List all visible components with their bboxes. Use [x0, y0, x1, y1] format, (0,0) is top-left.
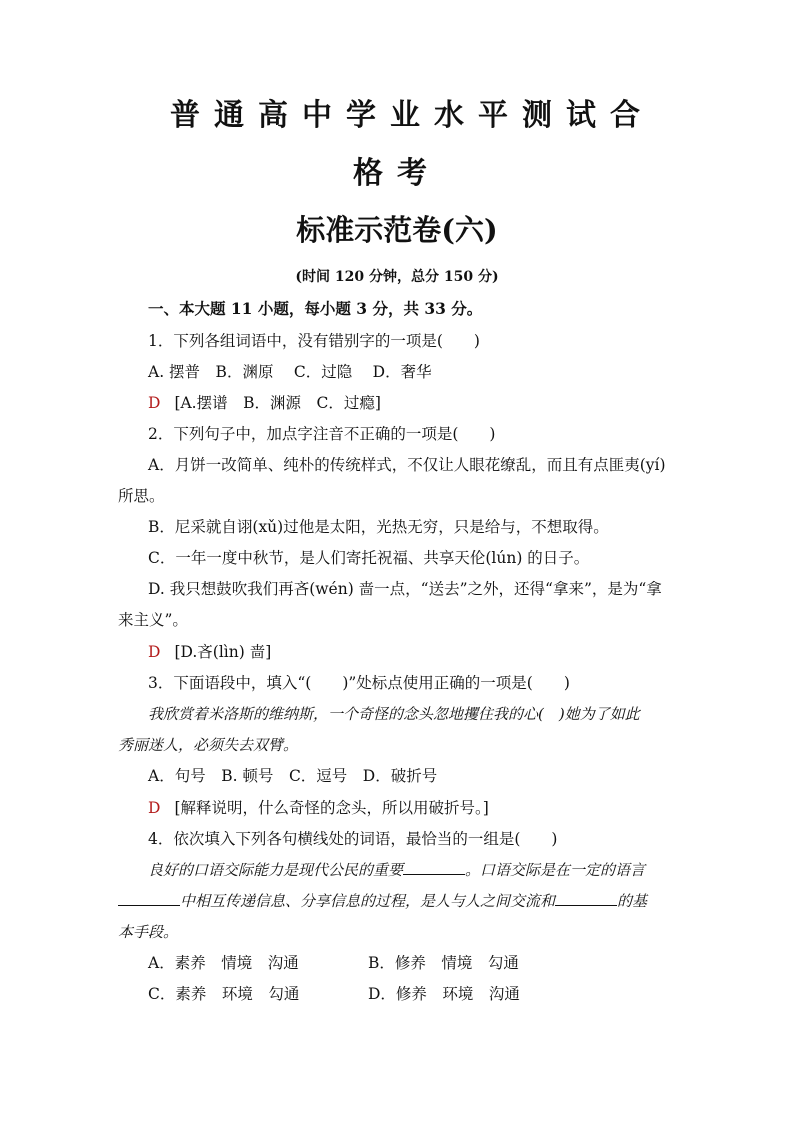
- q2-answer-letter: D: [148, 643, 161, 661]
- q1-answer-text: [A.摆谱 B．渊源 C．过瘾]: [174, 394, 381, 412]
- q3-answer-text: [解释说明，什么奇怪的念头，所以用破折号。]: [174, 799, 489, 817]
- q4-passage-line1-b: 。口语交际是在一定的语言: [465, 861, 646, 879]
- q4-passage-line1: [148, 859, 645, 881]
- q2-option-d-line1: D. 我只想鼓吹我们再吝(wén) 啬一点，“送去”之外，还得“拿来”，是为“拿: [148, 580, 662, 598]
- q4-option-c: C．素养 环境 勾通: [148, 985, 300, 1003]
- q4-passage-line2-b: 的基: [617, 892, 648, 910]
- q3-stem: 3．下面语段中，填入“( )”处标点使用正确的一项是( ): [148, 674, 570, 692]
- q4-blank-2: [118, 891, 180, 906]
- exam-title-line2: 格考: [353, 156, 441, 191]
- q3-options: A．句号 B. 顿号 C．逗号 D．破折号: [148, 767, 438, 785]
- q4-passage-line1-a: 良好的口语交际能力是现代公民的重要: [148, 861, 404, 879]
- exam-subtitle: (时间 120 分钟，总分 150 分): [295, 269, 499, 285]
- q1-options: A. 摆普 B．渊原 C．过隐 D．奢华: [148, 363, 432, 381]
- q4-option-a: A．素养 情境 沟通: [148, 954, 299, 972]
- q2-answer: [148, 641, 271, 663]
- q2-option-d-line2: 来主义”。: [118, 611, 188, 629]
- q4-blank-3: [555, 891, 617, 906]
- q1-answer-letter: D: [148, 394, 161, 412]
- q4-options-row2: [148, 983, 520, 1005]
- q1-answer: [148, 392, 381, 414]
- exam-title-line1: 普通高中学业水平测试合: [170, 98, 654, 133]
- q3-passage-line1: 我欣赏着米洛斯的维纳斯，一个奇怪的念头忽地攫住我的心( )她为了如此: [148, 705, 640, 723]
- q2-answer-text: [D.吝(lìn) 啬]: [174, 643, 272, 661]
- q2-option-b: B．尼采就自诩(xǔ)过他是太阳，光热无穷，只是给与，不想取得。: [148, 518, 609, 536]
- q1-stem: 1．下列各组词语中，没有错别字的一项是( ): [148, 332, 480, 350]
- q4-passage-line3: 本手段。: [118, 923, 179, 941]
- q4-passage-line2-a: 中相互传递信息、分享信息的过程，是人与人之间交流和: [180, 892, 556, 910]
- q2-stem: 2．下列句子中，加点字注音不正确的一项是( ): [148, 425, 496, 443]
- q2-option-a-line1: A．月饼一改简单、纯朴的传统样式，不仅让人眼花缭乱，而且有点匪夷(yí): [148, 456, 666, 474]
- q3-answer-letter: D: [148, 799, 161, 817]
- q4-options-row1: [148, 952, 519, 974]
- q3-answer: [148, 797, 489, 819]
- q2-option-a-line2: 所思。: [118, 487, 165, 505]
- q4-option-d: D．修养 环境 沟通: [368, 985, 520, 1003]
- q4-stem: 4．依次填入下列各句横线处的词语，最恰当的一组是( ): [148, 830, 558, 848]
- q4-passage-line2: [118, 890, 647, 912]
- exam-title-line3: 标准示范卷(六): [296, 213, 498, 247]
- q4-blank-1: [403, 860, 465, 875]
- q3-passage-line2: 秀丽迷人，必须失去双臂。: [118, 736, 299, 754]
- q4-option-b: B．修养 情境 勾通: [368, 954, 519, 972]
- q2-option-c: C．一年一度中秋节，是人们寄托祝福、共享天伦(lún) 的日子。: [148, 549, 590, 567]
- section1-heading: 一、本大题 11 小题，每小题 3 分，共 33 分。: [148, 299, 483, 318]
